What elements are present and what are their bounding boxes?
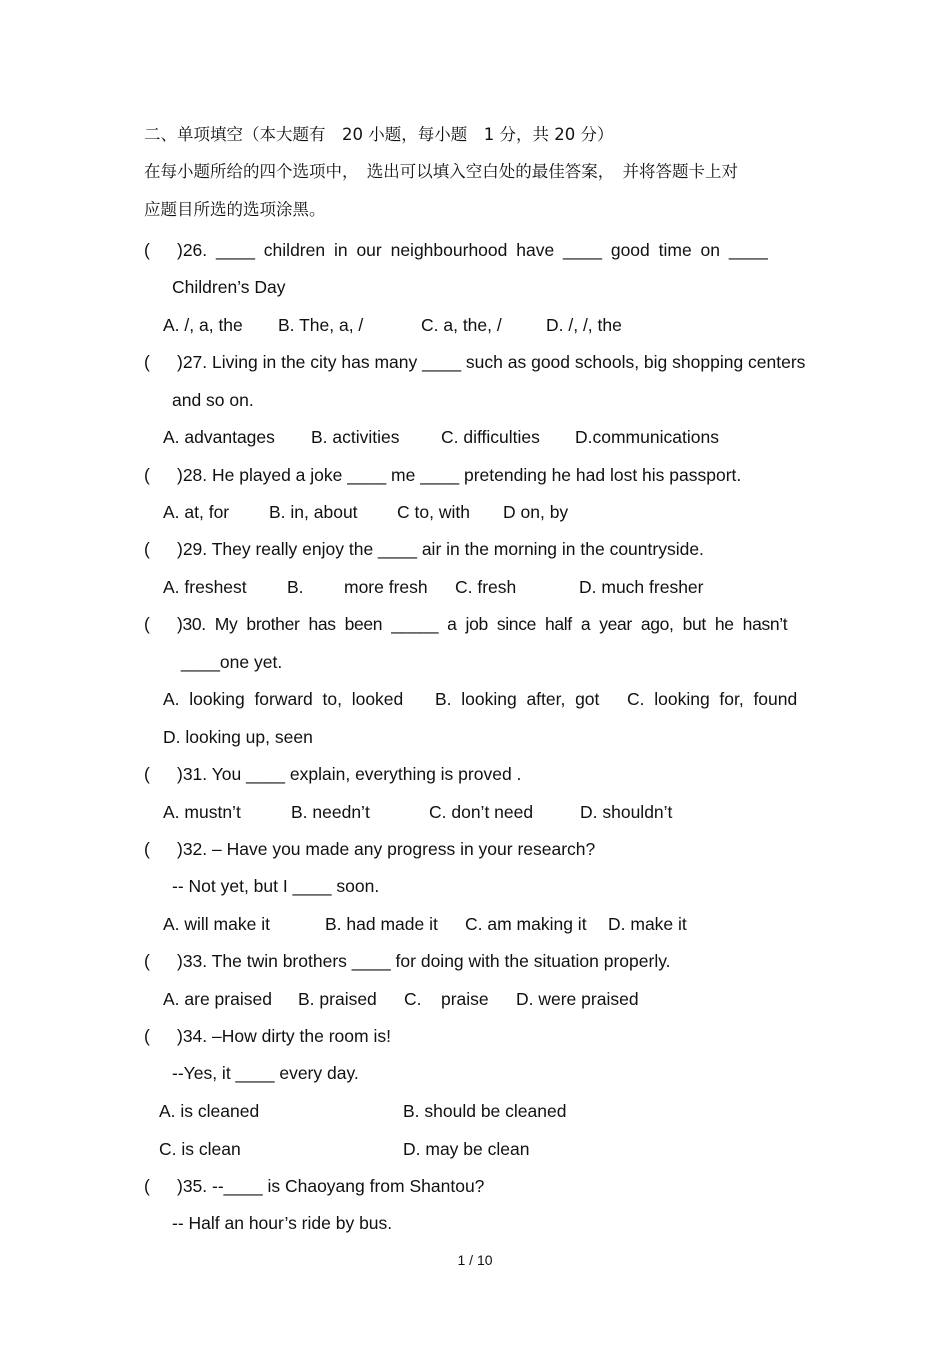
question-26-stem-continued: Children’s Day (172, 277, 286, 297)
question-34-option-c: C. is clean (159, 1139, 241, 1159)
question-29-option-d: D. much fresher (579, 577, 704, 597)
question-31-option-c: C. don’t need (429, 802, 534, 822)
question-34-option-b: B. should be cleaned (403, 1101, 567, 1121)
question-27-option-a: A. advantages (163, 427, 275, 447)
question-27-option-b: B. activities (311, 427, 400, 447)
question-32-stem: )32. – Have you made any progress in your research? (177, 839, 596, 859)
question-35-stem-continued: -- Half an hour’s ride by bus. (172, 1213, 393, 1233)
page-number: 1 / 10 (457, 1252, 493, 1268)
question-35-stem: )35. --____ is Chaoyang from Shantou? (177, 1176, 485, 1196)
question-28-option-d: D on, by (503, 502, 569, 522)
question-32-option-d: D. make it (608, 914, 687, 934)
question-29-option-c: C. fresh (455, 577, 517, 597)
question-26-option-c: C. a, the, / (421, 315, 502, 335)
question-33-option-c: C. (404, 989, 422, 1009)
question-33-option-c-text: praise (441, 989, 489, 1009)
question-33-stem: )33. The twin brothers ____ for doing with the situation properly. (177, 951, 671, 971)
question-32-stem-continued: -- Not yet, but I ____ soon. (172, 876, 380, 896)
question-28-stem: )28. He played a joke ____ me ____ pretending he had lost his passport. (177, 465, 742, 485)
question-32-option-b: B. had made it (325, 914, 438, 934)
answer-paren: ( (144, 1026, 150, 1046)
section-instruction-line-2: 应题目所选的选项涂黑。 (144, 200, 326, 219)
question-26-stem: )26. ____ children in our neighbourhood have ____ good time on ____ (177, 240, 768, 260)
question-29-option-b: B. (287, 577, 304, 597)
question-28-option-c: C to, with (397, 502, 470, 522)
answer-paren: ( (144, 352, 150, 372)
question-30-stem-continued: ____one yet. (181, 652, 283, 672)
question-28-option-b: B. in, about (269, 502, 358, 522)
question-33-option-a: A. are praised (163, 989, 272, 1009)
question-33-option-b: B. praised (298, 989, 377, 1009)
answer-paren: ( (144, 951, 150, 971)
question-30-stem: )30. My brother has been _____ a job since half a year ago, but he hasn’t (177, 614, 788, 634)
answer-paren: ( (144, 1176, 150, 1196)
question-29-stem: )29. They really enjoy the ____ air in the morning in the countryside. (177, 539, 704, 559)
answer-paren: ( (144, 839, 150, 859)
question-32-option-c: C. am making it (465, 914, 587, 934)
question-34-stem-continued: --Yes, it ____ every day. (172, 1063, 359, 1083)
question-29-option-a: A. freshest (163, 577, 247, 597)
section-heading: 二、单项填空（本大题有 20 小题，每小题 1 分，共 20 分） (144, 125, 614, 144)
question-30-option-a: A. looking forward to, looked (163, 689, 404, 709)
question-30-option-b: B. looking after, got (435, 689, 600, 709)
answer-paren: ( (144, 465, 150, 485)
answer-paren: ( (144, 614, 150, 634)
question-27-stem-continued: and so on. (172, 390, 254, 410)
question-30-option-d: D. looking up, seen (163, 727, 313, 747)
question-31-option-a: A. mustn’t (163, 802, 241, 822)
question-34-stem: )34. –How dirty the room is! (177, 1026, 391, 1046)
answer-paren: ( (144, 240, 150, 260)
answer-paren: ( (144, 764, 150, 784)
question-31-option-b: B. needn’t (291, 802, 370, 822)
question-34-option-a: A. is cleaned (159, 1101, 260, 1121)
question-26-option-a: A. /, a, the (163, 315, 243, 335)
question-33-option-d: D. were praised (516, 989, 639, 1009)
question-26-option-b: B. The, a, / (278, 315, 364, 335)
question-27-option-c: C. difficulties (441, 427, 540, 447)
question-32-option-a: A. will make it (163, 914, 270, 934)
question-30-option-c: C. looking for, found (627, 689, 798, 709)
answer-paren: ( (144, 539, 150, 559)
question-27-option-d: D.communications (575, 427, 719, 447)
question-26-option-d: D. /, /, the (546, 315, 622, 335)
question-28-option-a: A. at, for (163, 502, 230, 522)
question-31-stem: )31. You ____ explain, everything is proved . (177, 764, 522, 784)
section-instruction-line-1: 在每小题所给的四个选项中， 选出可以填入空白处的最佳答案， 并将答题卡上对 (144, 162, 738, 181)
question-27-stem: )27. Living in the city has many ____ such as good schools, big shopping centers (177, 352, 806, 372)
question-31-option-d: D. shouldn’t (580, 802, 673, 822)
question-34-option-d: D. may be clean (403, 1139, 530, 1159)
question-29-option-b-text: more fresh (344, 577, 428, 597)
